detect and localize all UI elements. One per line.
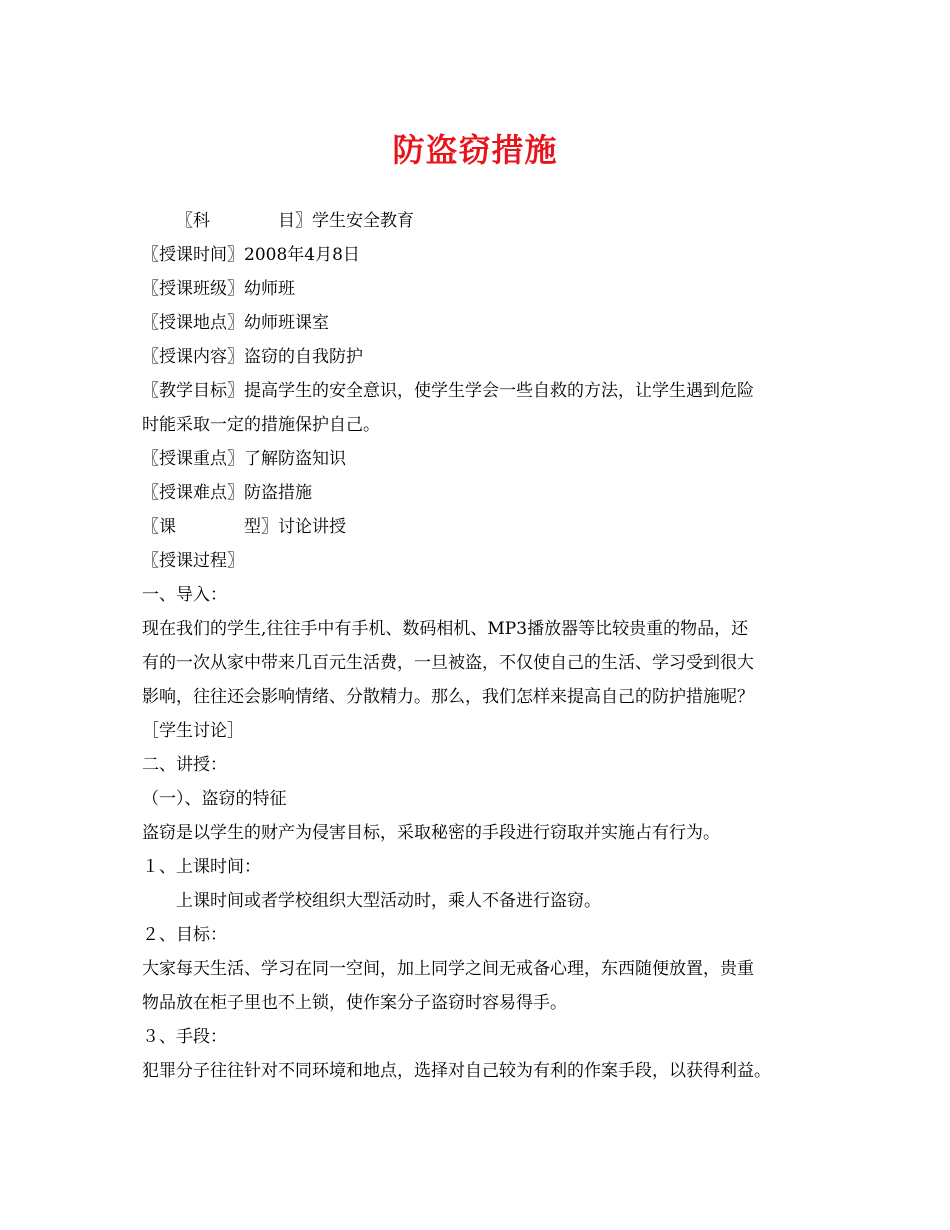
intro-heading: 一、导入：	[142, 585, 227, 605]
field-goal-line1: 〖教学目标〗提高学生的安全意识，使学生学会一些自救的方法，让学生遇到危险	[142, 381, 754, 401]
item-1-heading: １、上课时间：	[142, 857, 261, 877]
document-title: 防盗窃措施	[392, 131, 558, 169]
item-2-text-line1: 大家每天生活、学习在同一空间，加上同学之间无戒备心理，东西随便放置，贵重	[142, 959, 754, 979]
item-2-heading: ２、目标：	[142, 925, 227, 945]
subsection-1-heading: （一）、盗窃的特征	[142, 789, 287, 809]
item-3-heading: ３、手段：	[142, 1027, 227, 1047]
subsection-1-text: 盗窃是以学生的财产为侵害目标，采取秘密的手段进行窃取并实施占有行为。	[142, 823, 720, 843]
item-1-text: 上课时间或者学校组织大型活动时，乘人不备进行盗窃。	[176, 891, 601, 911]
intro-paragraph-line2: 有的一次从家中带来几百元生活费，一旦被盗，不仅使自己的生活、学习受到很大	[142, 653, 754, 673]
field-subject: 〖科 目〗学生安全教育	[176, 211, 414, 231]
field-lesson-type: 〖课 型〗讨论讲授	[142, 517, 346, 537]
document-body	[142, 204, 822, 1088]
discussion-note: ［学生讨论］	[142, 721, 244, 741]
field-key-point: 〖授课重点〗了解防盗知识	[142, 449, 346, 469]
field-location: 〖授课地点〗幼师班课室	[142, 313, 329, 333]
field-process: 〖授课过程〗	[142, 551, 244, 571]
field-time: 〖授课时间〗2008年4月8日	[142, 245, 360, 265]
intro-paragraph-line3: 影响，往往还会影响情绪、分散精力。那么，我们怎样来提高自己的防护措施呢？	[142, 687, 754, 707]
field-content: 〖授课内容〗盗窃的自我防护	[142, 347, 363, 367]
intro-paragraph-line1: 现在我们的学生,往往手中有手机、数码相机、MP3播放器等比较贵重的物品，还	[142, 619, 749, 639]
field-goal-line2: 时能采取一定的措施保护自己。	[142, 415, 380, 435]
item-2-text-line2: 物品放在柜子里也不上锁，使作案分子盗窃时容易得手。	[142, 993, 567, 1013]
field-class: 〖授课班级〗幼师班	[142, 279, 295, 299]
field-difficulty: 〖授课难点〗防盗措施	[142, 483, 312, 503]
item-3-text: 犯罪分子往往针对不同环境和地点，选择对自己较为有利的作案手段，以获得利益。	[142, 1061, 771, 1081]
teach-heading: 二、讲授：	[142, 755, 227, 775]
